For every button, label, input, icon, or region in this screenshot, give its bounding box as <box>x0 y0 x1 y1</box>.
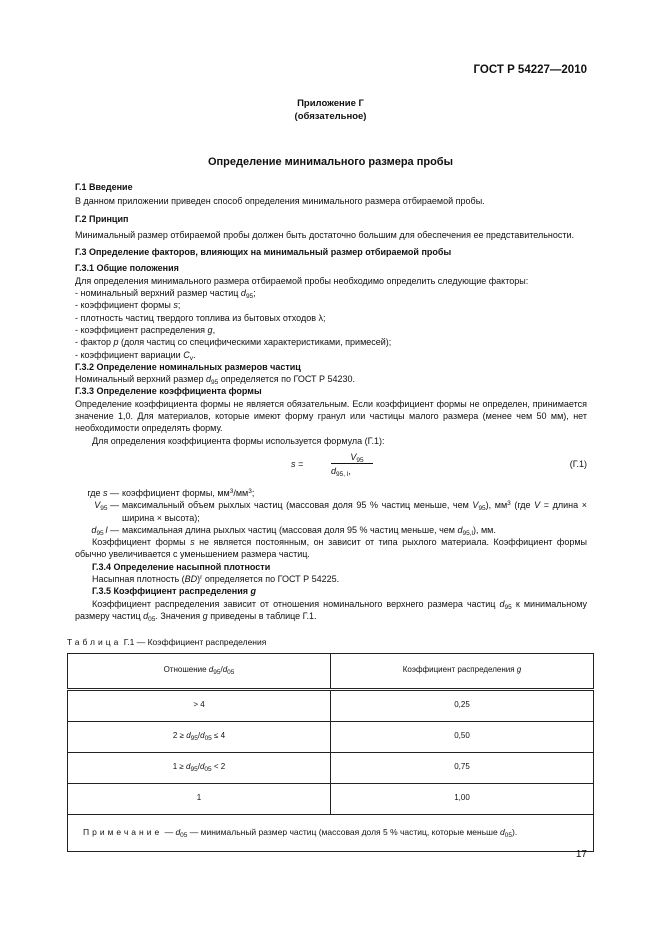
text-segment: l <box>105 524 108 535</box>
coefficient-cell: 0,25 <box>331 689 594 721</box>
paragraph <box>75 373 587 385</box>
text-segment: определяется по ГОСТ Р 54225. <box>202 574 340 585</box>
text-segment: к минимальному размеру частиц <box>75 598 587 621</box>
text-segment: g <box>516 665 522 675</box>
text-segment: — <box>162 827 176 838</box>
text-segment: = длина × ширина × высота); <box>122 500 587 523</box>
table-row <box>68 721 594 752</box>
subsection-heading: Г.3.4 Определение насыпной плотности <box>92 561 271 572</box>
text-segment: 05 <box>504 832 513 840</box>
formula-g1 <box>75 447 587 487</box>
annex-label: Приложение Г <box>297 98 364 109</box>
text-segment: < 2 <box>211 762 226 772</box>
subsection-heading: Г.3.2 Определение номинальных размеров частиц <box>75 361 301 372</box>
coefficient-cell: 0,50 <box>331 721 594 752</box>
definition-text <box>122 524 587 536</box>
text-segment: s <box>190 537 195 548</box>
text-segment: — <box>107 487 119 498</box>
text-segment: d <box>205 374 211 385</box>
column-header-coefficient <box>331 653 594 689</box>
ratio-cell <box>68 752 331 783</box>
text-segment: 2 ≥ <box>172 731 187 741</box>
subsection-heading: Г.3.3 Определение коэффициента формы <box>75 386 262 397</box>
definition-term <box>75 524 119 536</box>
text-segment: не является постоянным, он зависит от типа рыхлого материала. Коэффициент формы обычно увеличивается с уменьшением размера частиц. <box>75 537 588 560</box>
annex-title: Определение минимального размера пробы <box>207 156 453 168</box>
section-heading: Г.2 Принцип <box>75 213 129 224</box>
table-note-row <box>68 814 594 851</box>
text-segment: d <box>175 827 181 838</box>
column-header-ratio <box>68 653 331 689</box>
text-segment: 95 <box>96 529 106 537</box>
text-segment: d <box>199 762 205 772</box>
text-segment: ; <box>251 487 255 498</box>
text-segment: d <box>91 524 97 535</box>
list-item <box>75 336 587 348</box>
text-segment: v <box>189 354 193 362</box>
ratio-cell <box>68 783 331 814</box>
paragraph <box>75 573 587 585</box>
text-segment: V <box>94 500 101 511</box>
text-segment: коэффициент формы, мм <box>122 487 230 498</box>
definition-term <box>75 487 119 499</box>
ratio-cell <box>68 689 331 721</box>
document-body <box>67 181 588 852</box>
page-number: 17 <box>575 849 587 860</box>
formula-lhs: s = <box>291 458 304 469</box>
paragraph <box>75 598 587 623</box>
ratio-cell <box>68 721 331 752</box>
text-segment: g <box>202 610 208 621</box>
text-segment: максимальный объем рыхлых частиц (массовая доля 95 % частиц меньше, чем <box>122 500 473 511</box>
text-segment: 95 <box>100 505 108 513</box>
text-segment: / <box>197 762 200 772</box>
text-segment: 3 <box>229 487 234 495</box>
text-segment: Коэффициент формы <box>92 537 191 548</box>
section-heading: Г.1 Введение <box>75 182 133 192</box>
text-segment: — минимальный размер частиц (массовая доля 5 % частиц, которые меньше <box>187 827 501 838</box>
text-segment: 95 <box>190 735 198 743</box>
list-item <box>75 312 587 324</box>
text-segment: d <box>208 665 214 675</box>
text-segment: d <box>500 827 505 838</box>
document-header-standard: ГОСТ Р 54227—2010 <box>473 64 587 76</box>
paragraph: Для определения минимального размера отбираемой пробы необходимо определить следующие факторы: <box>75 275 529 286</box>
text-segment: BD <box>184 574 198 585</box>
paragraph: Определение коэффициента формы не является обязательным. Если коэффициент формы не определен, принимается значение 1,0. Для материалов, которые имеют форму гранул или частицы малого размера (менее чем 50 мм), нет необходимости определять форму. <box>75 398 587 434</box>
table-note: Примечание — $d_{05}$ — минимальный размер частиц (массовая доля 5 % частиц, которые меньше $d_{05}$). <box>68 814 594 851</box>
text-segment: 3 <box>248 487 252 495</box>
text-segment: 3 <box>507 500 511 508</box>
text-segment: d <box>499 598 505 609</box>
text-segment: ; <box>177 300 181 311</box>
paragraph: Для определения коэффициента формы используется формула (Г.1): <box>92 435 385 446</box>
text-segment: 95 <box>478 505 486 513</box>
text-segment: — <box>107 524 119 535</box>
text-segment: - коэффициент формы <box>75 300 174 311</box>
text-segment: . Значения <box>155 610 203 621</box>
paragraph: В данном приложении приведен способ определения минимального размера отбираемой пробы. <box>75 196 485 207</box>
formula-definitions <box>75 487 587 536</box>
text-segment: 05 <box>227 669 235 677</box>
paragraph <box>75 536 587 561</box>
definition-term <box>75 499 119 524</box>
text-segment: определяется по ГОСТ Р 54230. <box>218 374 356 385</box>
text-segment: 1 ≥ <box>172 762 187 772</box>
text-segment: 05 <box>204 766 212 774</box>
text-segment: / <box>197 731 201 741</box>
text-segment: s <box>102 487 108 498</box>
text-segment: d <box>200 731 205 741</box>
factor-list <box>75 287 587 361</box>
text-segment: (где <box>510 500 535 511</box>
text-segment: V <box>472 500 479 511</box>
text-segment: 95 <box>504 603 512 611</box>
text-segment: Номинальный верхний размер <box>75 374 206 385</box>
fraction-bar <box>331 463 373 464</box>
text-segment: r <box>200 574 203 582</box>
list-item <box>75 324 587 336</box>
text-segment: 1 <box>196 793 202 803</box>
text-segment: / <box>220 665 223 675</box>
text-segment: > 4 <box>193 700 205 710</box>
text-segment: g <box>207 324 213 335</box>
text-segment: - плотность частиц твердого топлива из бытовых отходов λ; <box>75 312 326 323</box>
text-segment: Коэффициент распределения <box>402 665 517 675</box>
text-segment: g <box>250 586 257 597</box>
text-segment: ) <box>197 574 201 585</box>
text-segment: — <box>107 500 119 511</box>
formula-denominator: $d_{95, l}$, <box>331 465 351 478</box>
text-segment: , <box>212 324 216 335</box>
text-segment: d <box>240 288 246 299</box>
text-segment: Г.3.5 Коэффициент распределения <box>92 586 251 597</box>
text-segment: - коэффициент вариации <box>75 349 184 360</box>
section-heading: Г.3 Определение факторов, влияющих на минимальный размер отбираемой пробы <box>75 247 452 258</box>
subsection-heading <box>75 585 587 597</box>
text-segment: ), мм. <box>472 524 496 535</box>
text-segment: /мм <box>233 487 249 498</box>
text-segment: ), мм <box>485 500 508 511</box>
definition-text <box>122 499 587 524</box>
text-segment: Коэффициент распределения зависит от отношения номинального верхнего размера частиц <box>92 598 500 609</box>
text-segment: 95 <box>245 293 254 301</box>
text-segment: d <box>143 610 149 621</box>
text-segment: V <box>534 500 541 511</box>
text-segment: 05 <box>180 832 188 840</box>
table-caption: Таблица Г.1 — Коэффициент распределения <box>67 637 267 648</box>
text-segment: 95 <box>213 669 221 677</box>
text-segment: d <box>186 762 191 772</box>
distribution-coefficient-table <box>67 653 594 852</box>
list-item <box>75 349 587 361</box>
coefficient-cell: 0,75 <box>331 752 594 783</box>
paragraph: Минимальный размер отбираемой пробы должен быть достаточно большим для обеспечения ее представительности. <box>75 229 575 240</box>
subsection-heading: Г.3.1 Общие положения <box>75 263 179 274</box>
text-segment: ≤ 4 <box>211 731 226 741</box>
table-row <box>68 752 594 783</box>
text-segment: - фактор <box>75 337 114 348</box>
formula-numerator: $V_{95}$ <box>350 451 364 464</box>
text-segment: Насыпная плотность ( <box>92 574 185 585</box>
text-segment: 95,l <box>462 529 473 537</box>
text-segment: приведены в таблице Г.1. <box>207 610 317 621</box>
text-segment: s <box>173 300 178 311</box>
table-header-row <box>68 653 594 689</box>
text-segment: - коэффициент распределения <box>75 324 208 335</box>
text-segment: . <box>192 349 196 360</box>
text-segment: p <box>113 337 119 348</box>
text-segment: 95 <box>190 766 198 774</box>
annex-status: (обязательное) <box>294 111 367 122</box>
text-segment: ; <box>253 288 256 299</box>
text-segment: 95 <box>210 379 219 387</box>
formula-number: (Г.1) <box>569 458 587 469</box>
text-segment: C <box>183 349 190 360</box>
text-segment: d <box>186 731 191 741</box>
list-item <box>75 299 587 311</box>
text-segment: 05 <box>204 735 212 743</box>
list-item <box>75 287 587 299</box>
definition-text <box>122 487 587 499</box>
table-row <box>68 689 594 721</box>
text-segment: максимальная длина рыхлых частиц (массовая доля 95 % частиц меньше, чем <box>122 524 458 535</box>
text-segment: - номинальный верхний размер частиц <box>75 288 241 299</box>
table-row <box>68 783 594 814</box>
text-segment: ). <box>512 827 518 838</box>
text-segment: 05 <box>148 615 156 623</box>
text-segment: где <box>87 487 103 498</box>
text-segment: (доля частиц со специфическими характеристиками, примесей); <box>118 337 392 348</box>
text-segment: Отношение <box>163 665 209 675</box>
text-segment: d <box>222 665 228 675</box>
coefficient-cell: 1,00 <box>331 783 594 814</box>
text-segment: d <box>457 524 463 535</box>
